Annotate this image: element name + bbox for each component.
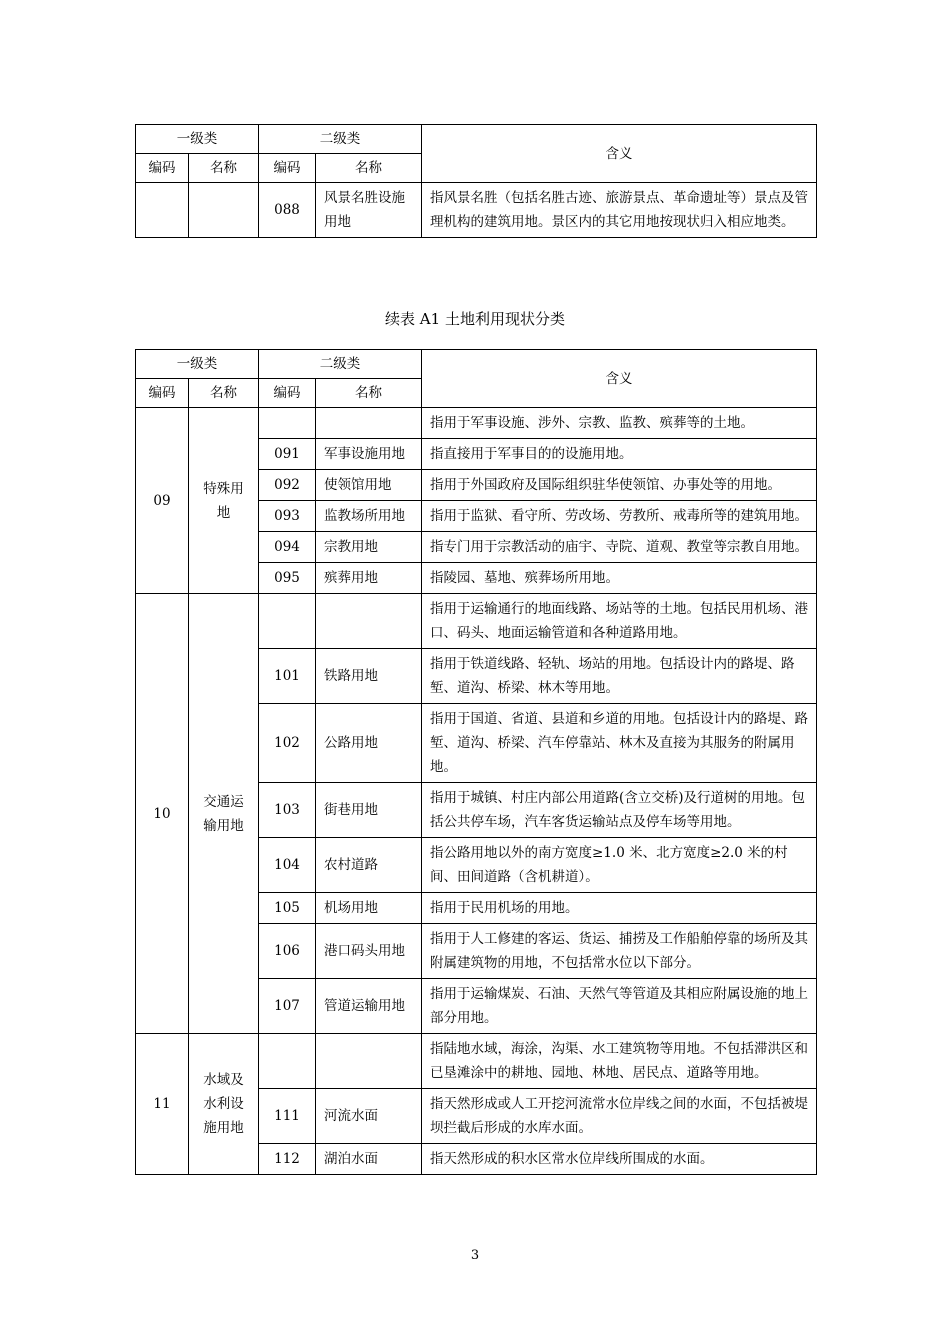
page-number: 3 [470,1248,480,1263]
sub-name: 湖泊水面 [316,1144,422,1175]
table-row [136,183,817,238]
group-code: 09 [136,408,189,594]
sub-code: 101 [259,649,316,704]
sub-name: 农村道路 [316,838,422,893]
sub-code: 092 [259,470,316,501]
header-level2: 二级类 [259,350,422,379]
sub-code: 106 [259,924,316,979]
sub-desc: 指天然形成或人工开挖河流常水位岸线之间的水面，不包括被堤坝拦截后形成的水库水面。 [422,1089,817,1144]
table-row [136,408,817,439]
sub-desc: 指用于运输煤炭、石油、天然气等管道及其相应附属设施的地上部分用地。 [422,979,817,1034]
sub-name: 公路用地 [316,704,422,783]
sub-name: 街巷用地 [316,783,422,838]
empty-cell [136,183,189,238]
header-level2: 二级类 [259,125,422,154]
sub-code: 102 [259,704,316,783]
sub-name: 港口码头用地 [316,924,422,979]
empty-cell [316,408,422,439]
sub-name: 管道运输用地 [316,979,422,1034]
land-use-table-top [135,124,817,238]
sub-desc: 指直接用于军事目的的设施用地。 [422,439,817,470]
header-code2: 编码 [259,154,316,183]
sub-desc: 指用于国道、省道、县道和乡道的用地。包括设计内的路堤、路堑、道沟、桥梁、汽车停靠站、林木及直接为其服务的附属用地。 [422,704,817,783]
sub-name: 殡葬用地 [316,563,422,594]
header-meaning: 含义 [422,125,817,183]
sub-code: 091 [259,439,316,470]
sub-code: 094 [259,532,316,563]
sub-code: 093 [259,501,316,532]
group-name: 水域及水利设施用地 [189,1034,259,1175]
sub-desc: 指用于人工修建的客运、货运、捕捞及工作船舶停靠的场所及其附属建筑物的用地，不包括常水位以下部分。 [422,924,817,979]
sub-desc: 指用于外国政府及国际组织驻华使领馆、办事处等的用地。 [422,470,817,501]
sub-desc: 指用于铁道线路、轻轨、场站的用地。包括设计内的路堤、路堑、道沟、桥梁、林木等用地。 [422,649,817,704]
header-level1: 一级类 [136,350,259,379]
sub-name: 军事设施用地 [316,439,422,470]
header-level1: 一级类 [136,125,259,154]
sub-code: 104 [259,838,316,893]
group-name: 交通运输用地 [189,594,259,1034]
header-name1: 名称 [189,379,259,408]
sub-name: 风景名胜设施用地 [316,183,422,238]
table-row [136,1034,817,1089]
sub-name: 监教场所用地 [316,501,422,532]
group-code: 11 [136,1034,189,1175]
header-name1: 名称 [189,154,259,183]
sub-desc: 指用于城镇、村庄内部公用道路(含立交桥)及行道树的用地。包括公共停车场，汽车客货运输站点及停车场等用地。 [422,783,817,838]
empty-cell [259,1034,316,1089]
group-desc: 指陆地水域，海涂，沟渠、水工建筑物等用地。不包括滞洪区和已垦滩涂中的耕地、园地、林地、居民点、道路等用地。 [422,1034,817,1089]
table-row [136,594,817,649]
header-name2: 名称 [316,154,422,183]
sub-name: 使领馆用地 [316,470,422,501]
table-caption: 续表 A1 土地利用现状分类 [385,310,565,328]
group-desc: 指用于军事设施、涉外、宗教、监教、殡葬等的土地。 [422,408,817,439]
sub-code: 112 [259,1144,316,1175]
sub-desc: 指风景名胜（包括名胜古迹、旅游景点、革命遗址等）景点及管理机构的建筑用地。景区内的其它用地按现状归入相应地类。 [422,183,817,238]
header-code2: 编码 [259,379,316,408]
sub-name: 宗教用地 [316,532,422,563]
sub-code: 111 [259,1089,316,1144]
sub-desc: 指专门用于宗教活动的庙宇、寺院、道观、教堂等宗教自用地。 [422,532,817,563]
sub-desc: 指陵园、墓地、殡葬场所用地。 [422,563,817,594]
header-meaning: 含义 [422,350,817,408]
empty-cell [189,183,259,238]
sub-code: 103 [259,783,316,838]
empty-cell [259,408,316,439]
sub-desc: 指用于监狱、看守所、劳改场、劳教所、戒毒所等的建筑用地。 [422,501,817,532]
group-name: 特殊用地 [189,408,259,594]
sub-code: 095 [259,563,316,594]
sub-code: 088 [259,183,316,238]
header-code1: 编码 [136,379,189,408]
sub-desc: 指用于民用机场的用地。 [422,893,817,924]
sub-name: 铁路用地 [316,649,422,704]
sub-name: 河流水面 [316,1089,422,1144]
sub-desc: 指天然形成的积水区常水位岸线所围成的水面。 [422,1144,817,1175]
group-code: 10 [136,594,189,1034]
empty-cell [316,594,422,649]
sub-desc: 指公路用地以外的南方宽度≥1.0 米、北方宽度≥2.0 米的村间、田间道路（含机耕道）。 [422,838,817,893]
group-desc: 指用于运输通行的地面线路、场站等的土地。包括民用机场、港口、码头、地面运输管道和各种道路用地。 [422,594,817,649]
header-name2: 名称 [316,379,422,408]
land-use-table-main [135,349,817,1175]
empty-cell [316,1034,422,1089]
empty-cell [259,594,316,649]
sub-code: 105 [259,893,316,924]
sub-name: 机场用地 [316,893,422,924]
sub-code: 107 [259,979,316,1034]
header-code1: 编码 [136,154,189,183]
